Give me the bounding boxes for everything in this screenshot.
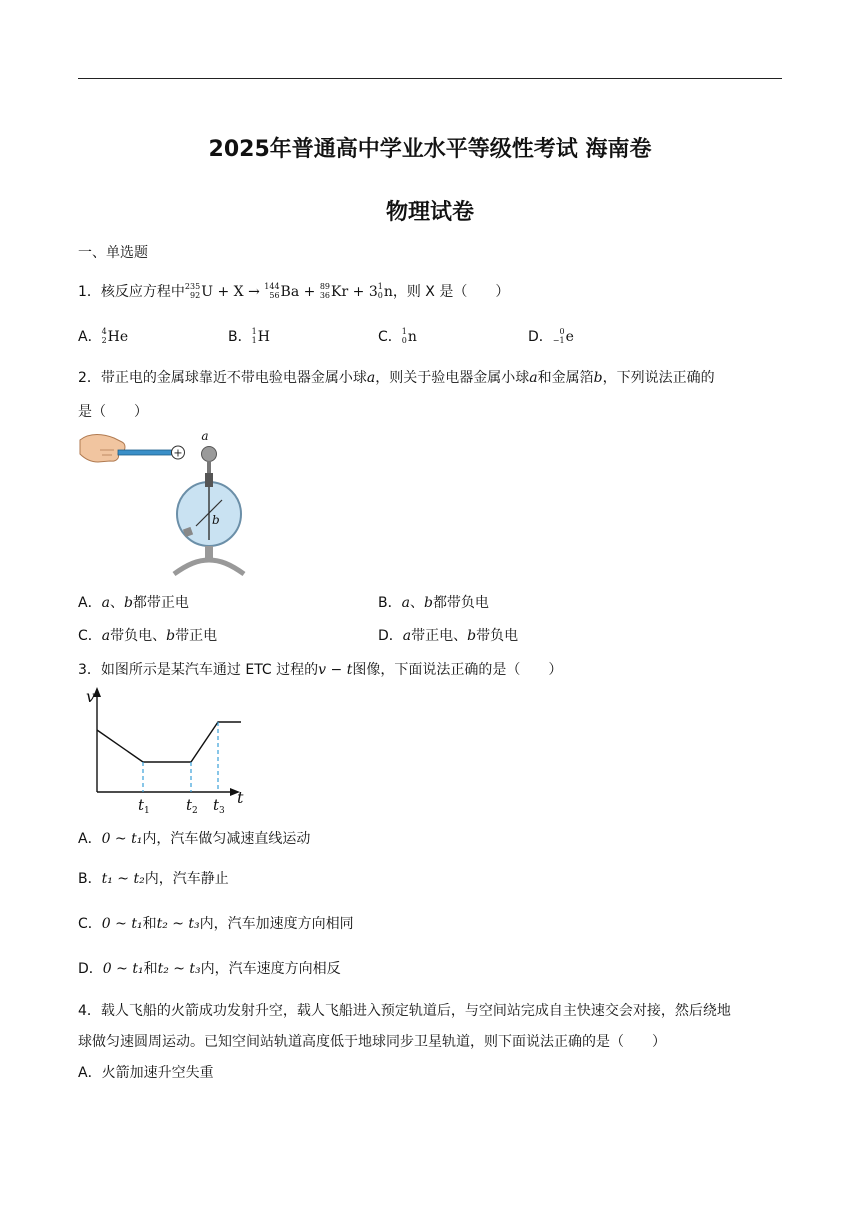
x-axis-label: t	[237, 788, 244, 807]
page-title: 2025年普通高中学业水平等级性考试 海南卷	[208, 137, 652, 162]
q2-option-a: A．a、b都带正电	[78, 595, 189, 611]
label-b: b	[212, 513, 220, 527]
electroscope-figure	[78, 428, 248, 578]
tick-t1: $t_1$	[138, 796, 150, 814]
q3-option-b: B．t₁ ~ t₂内，汽车静止	[78, 871, 229, 887]
charged-rod	[118, 450, 174, 455]
q2-option-d: D．a带正电、b带负电	[378, 628, 519, 644]
question-2-stem-line1: 2．带正电的金属球靠近不带电验电器金属小球a，则关于验电器金属小球a和金属箔b，下列说法正确的	[78, 370, 715, 386]
neutron-nuclide: 1 0 n	[377, 282, 393, 300]
question-3-stem: 3．如图所示是某汽车通过 ETC 过程的v − t图像，下面说法正确的是（ ）	[78, 662, 563, 678]
q1-option-c: C． 1 0 n	[378, 327, 417, 345]
question-2-stem-line2: 是（ ）	[78, 404, 148, 420]
q2-option-c: C．a带负电、b带正电	[78, 628, 218, 644]
header-rule	[78, 78, 782, 79]
vt-graph	[80, 684, 255, 814]
q1-option-b: B． 1 1 H	[228, 327, 270, 345]
hand-icon	[80, 435, 125, 463]
question-4-stem-line2: 球做匀速圆周运动。已知空间站轨道高度低于地球同步卫星轨道，则下面说法正确的是（ ）	[78, 1034, 666, 1050]
tick-t3: $t_3$	[213, 796, 225, 814]
plus-sign: +	[173, 446, 183, 460]
question-4-stem-line1: 4．载人飞船的火箭成功发射升空，载人飞船进入预定轨道后，与空间站完成自主快速交会对接，然后绕地	[78, 1003, 731, 1019]
q3-option-a: A．0 ~ t₁内，汽车做匀减速直线运动	[78, 831, 311, 847]
uranium-nuclide: 235 92 U	[184, 282, 214, 300]
q1-option-a: A． 4 2 He	[78, 327, 129, 345]
q2-option-b: B．a、b都带负电	[378, 595, 489, 611]
q4-option-a: A．火箭加速升空失重	[78, 1065, 214, 1081]
q3-option-c: C．0 ~ t₁和t₂ ~ t₃内，汽车加速度方向相同	[78, 916, 354, 932]
page-subtitle: 物理试卷	[385, 200, 474, 225]
section-heading: 一、单选题	[78, 245, 148, 261]
velocity-line	[97, 722, 241, 762]
y-axis-label: v	[86, 687, 96, 706]
metal-ball-a	[202, 447, 217, 462]
barium-nuclide: 144 56 Ba	[264, 282, 300, 300]
q3-option-d: D．0 ~ t₁和t₂ ~ t₃内，汽车速度方向相反	[78, 961, 341, 977]
krypton-nuclide: 89 36 Kr	[319, 282, 349, 300]
tick-t2: $t_2$	[186, 796, 198, 814]
label-a: a	[201, 429, 209, 443]
question-1-stem: 1．核反应方程中 235 92 U + X → 144 56 Ba + 89 36 Kr + 3 1 0 n，则 X 是（ ）	[78, 282, 510, 300]
q1-option-d: D． 0 −1 e	[528, 327, 574, 345]
